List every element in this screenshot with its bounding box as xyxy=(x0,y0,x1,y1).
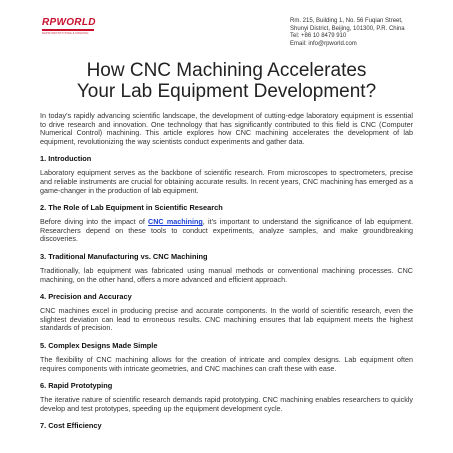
section-paragraph: Traditionally, lab equipment was fabricated using manual methods or conventional machining processes. CNC machining, on the other hand, offers a more advanced and efficient approach. xyxy=(40,265,413,284)
title-line-1: How CNC Machining Accelerates xyxy=(86,60,367,81)
page-header xyxy=(40,18,413,58)
text-before-link: Before diving into the impact of xyxy=(40,217,149,227)
article-body xyxy=(40,112,413,430)
section-paragraph: The iterative nature of scientific research demands rapid prototyping. CNC machining enables researchers to quickly develop and test prototypes, speeding up the equipment development cycle. xyxy=(40,395,413,413)
company-logo xyxy=(42,18,96,35)
logo-text: RPWORLD xyxy=(42,17,96,28)
section-heading: 7. Cost Efficiency xyxy=(40,421,102,431)
text-after-link: , it's important to understand the significance of lab equipment. Researchers depend on these tools to conduct experiments, analyze samples, and make groundbreaking discoveries. xyxy=(40,217,413,244)
address-line: Shunyi District, Beijing, 101300, P.R. China xyxy=(290,25,405,32)
section-heading: 2. The Role of Lab Equipment in Scientific Research xyxy=(40,203,223,213)
section-heading: 3. Traditional Manufacturing vs. CNC Machining xyxy=(40,251,208,261)
logo-underline xyxy=(42,29,94,31)
title-line-2: Your Lab Equipment Development? xyxy=(76,81,377,102)
section-heading: 1. Introduction xyxy=(40,154,92,164)
section-heading: 4. Precision and Accuracy xyxy=(40,292,132,302)
company-address xyxy=(290,18,405,48)
email-line: Email: info@rpworld.com xyxy=(290,40,357,47)
address-line: Rm. 215, Building 1, No. 56 Fuqian Street, xyxy=(290,18,403,24)
section-heading: 5. Complex Designs Made Simple xyxy=(40,340,158,350)
section-paragraph xyxy=(40,218,413,244)
section-paragraph: The flexibility of CNC machining allows for the creation of intricate and complex designs. Lab equipment often requires components with intricate geometries, and CNC machines can craft these with ease. xyxy=(40,354,413,373)
section-heading: 6. Rapid Prototyping xyxy=(40,381,113,391)
logo-tagline: RAPID PROTOTYPING & MOLDING xyxy=(42,32,89,35)
intro-paragraph: In today's rapidly advancing scientific landscape, the development of cutting-edge laboratory equipment is essential to drive research and innovation. One technology that has significantly contributed to this field is CNC (Computer Numerical Control) machining. This article explores how CNC machining accelerates the development of lab equipment, revolutionizing the way scientists conduct experiments and gather data. xyxy=(40,111,413,146)
page-title xyxy=(40,60,413,102)
section-paragraph: Laboratory equipment serves as the backbone of scientific research. From microscopes to spectrometers, precise and reliable instruments are crucial for obtaining accurate results. In recent years, CNC machining has emerged as a game-changer in the production of lab equipment. xyxy=(40,168,413,195)
phone-line: Tel: +86 10 8479 910 xyxy=(290,33,347,39)
section-paragraph: CNC machines excel in producing precise and accurate components. In the world of scientific research, even the slightest deviation can lead to erroneous results. CNC machining ensures that lab equipment meets the highest standards of precision. xyxy=(40,306,413,333)
cnc-machining-link[interactable]: CNC machining xyxy=(148,217,203,227)
